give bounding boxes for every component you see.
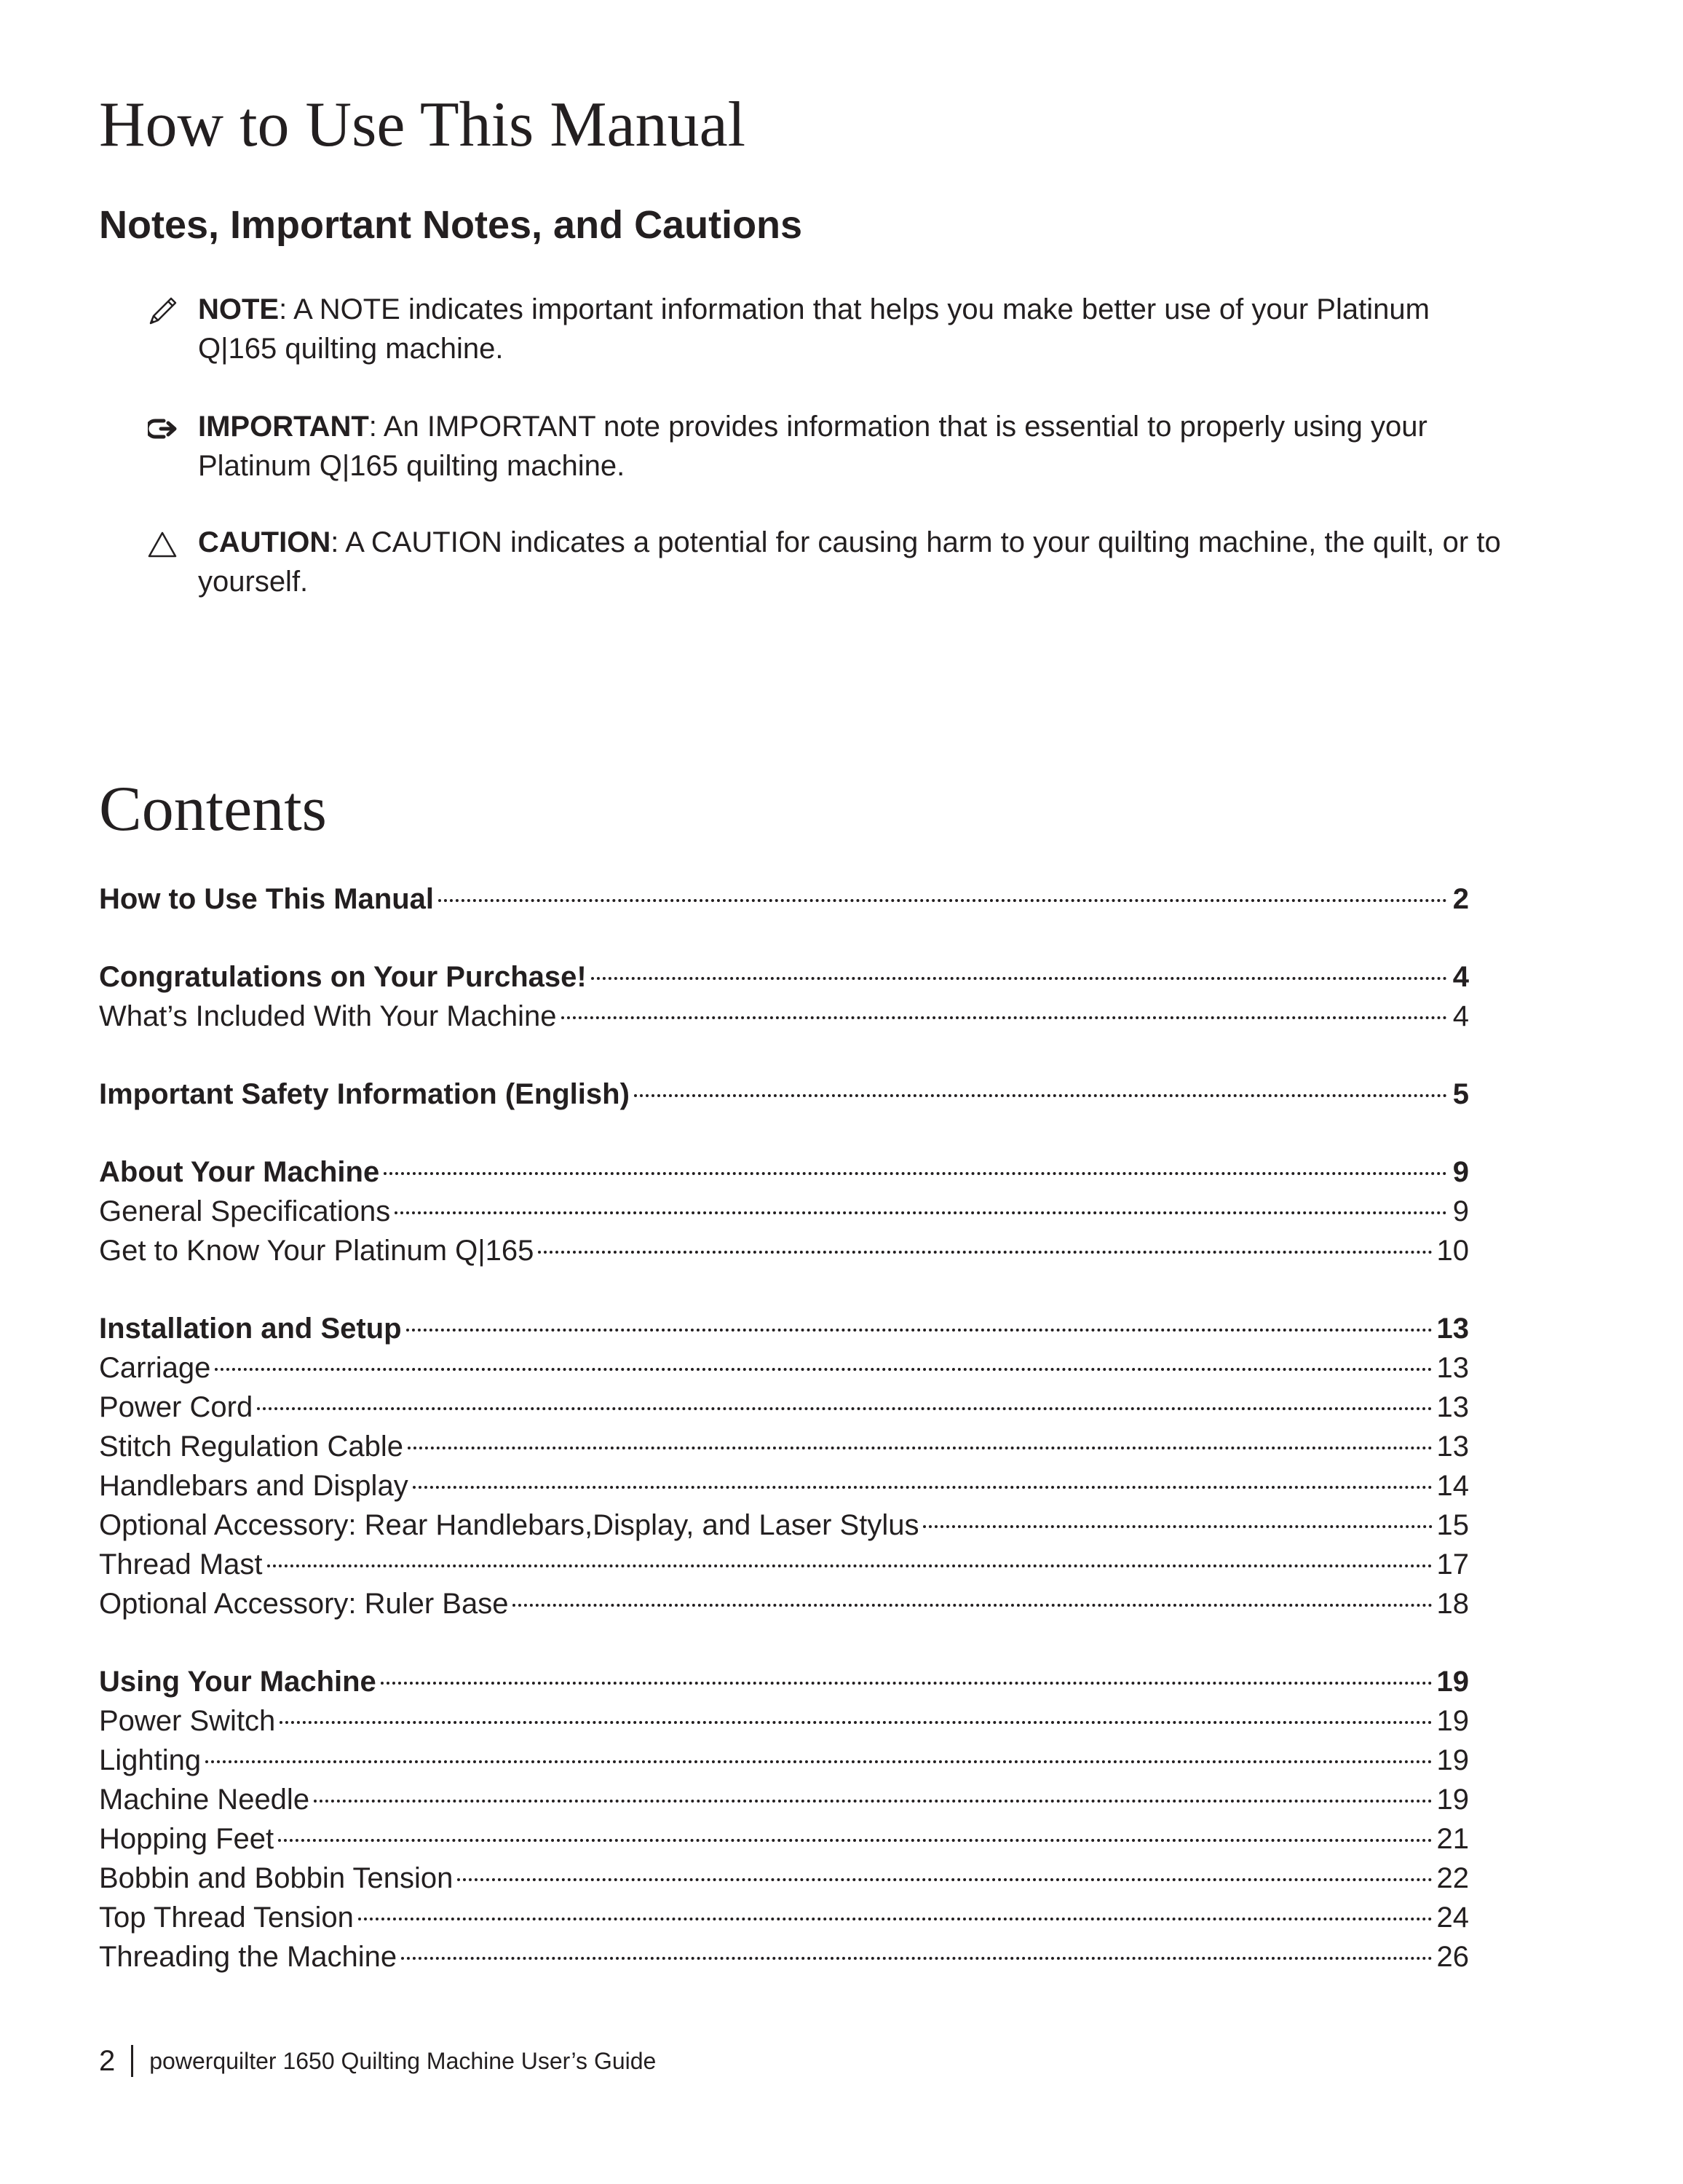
toc-entry[interactable]	[99, 1075, 1469, 1114]
important-label: IMPORTANT	[198, 411, 369, 443]
toc-entry-title: About Your Machine	[99, 1156, 380, 1188]
toc-entry[interactable]	[99, 1427, 1469, 1466]
toc-dot-leader	[406, 1329, 1433, 1332]
toc-entry-page: 13	[1436, 1391, 1469, 1423]
toc-entry-page: 26	[1436, 1941, 1469, 1973]
toc-dot-leader	[457, 1878, 1432, 1881]
important-block	[198, 407, 1508, 486]
caution-text: : A CAUTION indicates a potential for causing harm to your quilting machine, the quilt, or to yourself.	[198, 526, 1501, 598]
toc-entry-page: 24	[1436, 1902, 1469, 1934]
toc-entry-title: Threading the Machine	[99, 1941, 397, 1973]
toc-entry-page: 18	[1436, 1588, 1469, 1620]
toc-entry-page: 14	[1436, 1470, 1469, 1502]
toc-dot-leader	[401, 1957, 1432, 1960]
toc-entry-page: 21	[1436, 1823, 1469, 1855]
toc-dot-leader	[512, 1604, 1432, 1607]
toc-entry[interactable]	[99, 1937, 1469, 1977]
note-block	[198, 290, 1508, 368]
toc-entry-page: 9	[1452, 1156, 1469, 1188]
toc-entry-title: Machine Needle	[99, 1784, 310, 1816]
toc-entry-title: Optional Accessory: Ruler Base	[99, 1588, 509, 1620]
toc-dot-leader	[267, 1564, 1433, 1567]
toc-entry[interactable]	[99, 1192, 1469, 1231]
toc-entry[interactable]	[99, 1662, 1469, 1701]
toc-dot-leader	[205, 1760, 1432, 1763]
toc-entry-title: Thread Mast	[99, 1548, 263, 1580]
toc-entry-title: Important Safety Information (English)	[99, 1078, 630, 1110]
toc-dot-leader	[314, 1800, 1432, 1803]
toc-entry[interactable]	[99, 1506, 1469, 1545]
toc-entry-page: 19	[1436, 1784, 1469, 1816]
toc-entry-page: 9	[1452, 1195, 1469, 1227]
toc-dot-leader	[358, 1918, 1433, 1920]
toc-dot-leader	[381, 1682, 1433, 1685]
pencil-icon	[146, 295, 179, 328]
toc-entry-title: Congratulations on Your Purchase!	[99, 961, 587, 993]
toc-entry-title: Installation and Setup	[99, 1313, 402, 1345]
toc-dot-leader	[280, 1721, 1432, 1724]
toc-dot-leader	[257, 1407, 1432, 1410]
toc-entry-page: 17	[1436, 1548, 1469, 1580]
toc-dot-leader	[215, 1368, 1432, 1371]
toc-dot-leader	[561, 1016, 1448, 1019]
toc-dot-leader	[278, 1839, 1432, 1842]
toc-dot-leader	[591, 977, 1447, 980]
caution-triangle-icon	[146, 528, 179, 561]
toc-entry[interactable]	[99, 1152, 1469, 1192]
toc-entry-title: Power Cord	[99, 1391, 253, 1423]
toc-entry[interactable]	[99, 1388, 1469, 1427]
page-footer	[99, 2041, 656, 2081]
toc-entry[interactable]	[99, 879, 1469, 919]
toc-entry[interactable]	[99, 1584, 1469, 1623]
toc-entry[interactable]	[99, 1231, 1469, 1270]
toc-dot-leader	[408, 1447, 1432, 1449]
toc-entry-title: Stitch Regulation Cable	[99, 1431, 404, 1463]
toc-entry[interactable]	[99, 1466, 1469, 1506]
toc-entry[interactable]	[99, 1701, 1469, 1741]
footer-separator	[131, 2045, 133, 2077]
toc-entry[interactable]	[99, 1348, 1469, 1388]
toc-entry-title: Using Your Machine	[99, 1666, 376, 1698]
toc-dot-leader	[413, 1486, 1433, 1489]
important-text: : An IMPORTANT note provides information that is essential to properly using your Platinum Q|165 quilting machine.	[198, 411, 1427, 482]
caution-block	[198, 523, 1508, 601]
toc-entry-title: Power Switch	[99, 1705, 276, 1737]
arrow-icon	[146, 412, 179, 446]
section-subtitle: Notes, Important Notes, and Cautions	[99, 203, 803, 247]
toc-entry-title: Top Thread Tension	[99, 1902, 354, 1934]
toc-entry-title: General Specifications	[99, 1195, 391, 1227]
toc-entry[interactable]	[99, 1309, 1469, 1348]
toc-dot-leader	[438, 899, 1447, 902]
page-title: How to Use This Manual	[99, 90, 746, 160]
toc-entry[interactable]	[99, 1819, 1469, 1859]
toc-entry-title: Lighting	[99, 1744, 202, 1776]
toc-entry-page: 5	[1452, 1078, 1469, 1110]
toc-entry-page: 19	[1436, 1744, 1469, 1776]
toc-entry-page: 22	[1436, 1862, 1469, 1894]
footer-page-number: 2	[99, 2044, 116, 2077]
toc-entry[interactable]	[99, 1898, 1469, 1937]
toc-entry-title: Optional Accessory: Rear Handlebars,Display, and Laser Stylus	[99, 1509, 919, 1541]
toc-entry-page: 13	[1436, 1431, 1469, 1463]
note-text: : A NOTE indicates important information that helps you make better use of your Platinum Q|165 quilting machine.	[198, 293, 1430, 365]
toc-entry-page: 19	[1436, 1705, 1469, 1737]
toc-entry-title: Hopping Feet	[99, 1823, 274, 1855]
toc-entry[interactable]	[99, 997, 1469, 1036]
toc-dot-leader	[395, 1211, 1447, 1214]
toc-entry-page: 10	[1436, 1235, 1469, 1267]
toc-entry-title: Bobbin and Bobbin Tension	[99, 1862, 454, 1894]
toc-entry[interactable]	[99, 1545, 1469, 1584]
toc-entry-title: How to Use This Manual	[99, 883, 435, 915]
toc-entry-page: 15	[1436, 1509, 1469, 1541]
toc-entry-title: Get to Know Your Platinum Q|165	[99, 1235, 534, 1267]
toc-dot-leader	[384, 1172, 1447, 1175]
footer-guide-title: powerquilter 1650 Quilting Machine User’s Guide	[149, 2047, 657, 2074]
toc-entry-page: 2	[1452, 883, 1469, 915]
toc-entry-page: 4	[1452, 961, 1469, 993]
toc-entry-title: Handlebars and Display	[99, 1470, 408, 1502]
toc-entry[interactable]	[99, 1859, 1469, 1898]
toc-entry[interactable]	[99, 957, 1469, 997]
toc-entry[interactable]	[99, 1780, 1469, 1819]
toc-entry-title: Carriage	[99, 1352, 211, 1384]
toc-dot-leader	[923, 1525, 1432, 1528]
toc-dot-leader	[634, 1094, 1447, 1097]
toc-dot-leader	[538, 1251, 1432, 1254]
caution-label: CAUTION	[198, 526, 331, 558]
toc-entry-page: 13	[1436, 1352, 1469, 1384]
contents-title: Contents	[99, 774, 327, 844]
toc-entry[interactable]	[99, 1741, 1469, 1780]
toc-entry-title: What’s Included With Your Machine	[99, 1000, 557, 1032]
toc-entry-page: 13	[1436, 1313, 1469, 1345]
toc-entry-page: 4	[1452, 1000, 1469, 1032]
note-label: NOTE	[198, 293, 280, 325]
toc-entry-page: 19	[1436, 1666, 1469, 1698]
